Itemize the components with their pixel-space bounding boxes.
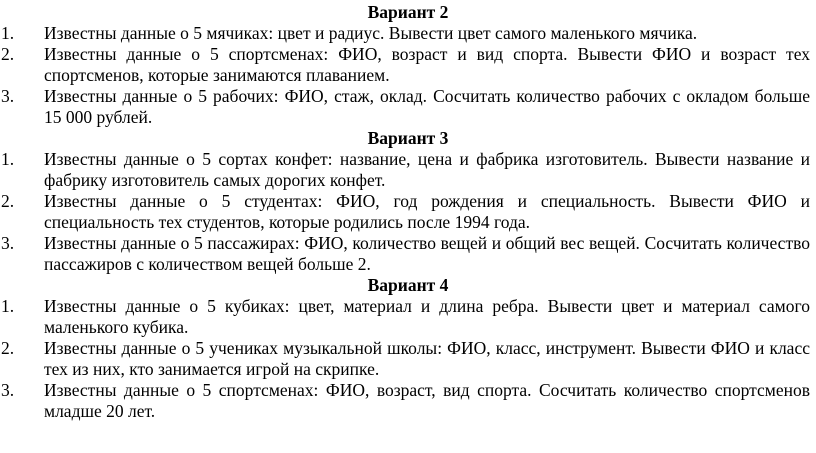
task-item xyxy=(0,233,810,275)
task-number: 1. xyxy=(1,149,15,169)
task-text: Известны данные о 5 кубиках: цвет, материал и длина ребра. Вывести цвет и материал самого маленького кубика. xyxy=(44,296,810,337)
task-text: Известны данные о 5 сортах конфет: название, цена и фабрика изготовитель. Вывести название и фабрику изготовитель самых дорогих конфет. xyxy=(44,149,810,190)
task-number: 2. xyxy=(1,44,15,64)
task-item xyxy=(0,338,810,380)
task-item xyxy=(0,191,810,233)
task-item xyxy=(0,44,810,86)
task-text: Известны данные о 5 учениках музыкальной школы: ФИО, класс, инструмент. Вывести ФИО и класс тех из них, кто занимается игрой на скрипке. xyxy=(44,338,810,379)
task-text: Известны данные о 5 спортсменах: ФИО, возраст и вид спорта. Вывести ФИО и возраст тех спортсменов, которые занимаются плаванием. xyxy=(44,44,810,85)
task-item xyxy=(0,149,810,191)
task-list xyxy=(0,149,810,275)
variant-2-section xyxy=(0,2,810,128)
task-number: 1. xyxy=(1,23,15,43)
task-list xyxy=(0,23,810,128)
task-item xyxy=(0,86,810,128)
variant-4-section xyxy=(0,275,810,422)
task-number: 2. xyxy=(1,338,15,358)
task-item xyxy=(0,380,810,422)
variant-title: Вариант 4 xyxy=(367,275,449,295)
task-number: 3. xyxy=(1,86,15,106)
task-text: Известны данные о 5 пассажирах: ФИО, количество вещей и общий вес вещей. Сосчитать количество пассажиров с количеством вещей больше 2. xyxy=(44,233,810,274)
task-number: 2. xyxy=(1,191,15,211)
variant-title: Вариант 3 xyxy=(367,128,449,148)
task-number: 3. xyxy=(1,380,15,400)
task-text: Известны данные о 5 студентах: ФИО, год рождения и специальность. Вывести ФИО и специальность тех студентов, которые родились после 1994 года. xyxy=(44,191,810,232)
variant-title: Вариант 2 xyxy=(367,2,449,22)
task-number: 1. xyxy=(1,296,15,316)
task-text: Известны данные о 5 рабочих: ФИО, стаж, оклад. Сосчитать количество рабочих с окладом больше 15 000 рублей. xyxy=(44,86,810,127)
task-text: Известны данные о 5 мячиках: цвет и радиус. Вывести цвет самого маленького мячика. xyxy=(44,23,698,43)
task-number: 3. xyxy=(1,233,15,253)
task-text: Известны данные о 5 спортсменах: ФИО, возраст, вид спорта. Сосчитать количество спортсменов младше 20 лет. xyxy=(44,380,810,421)
task-item xyxy=(0,296,810,338)
variant-3-section xyxy=(0,128,810,275)
task-list xyxy=(0,296,810,422)
task-item xyxy=(0,23,810,44)
